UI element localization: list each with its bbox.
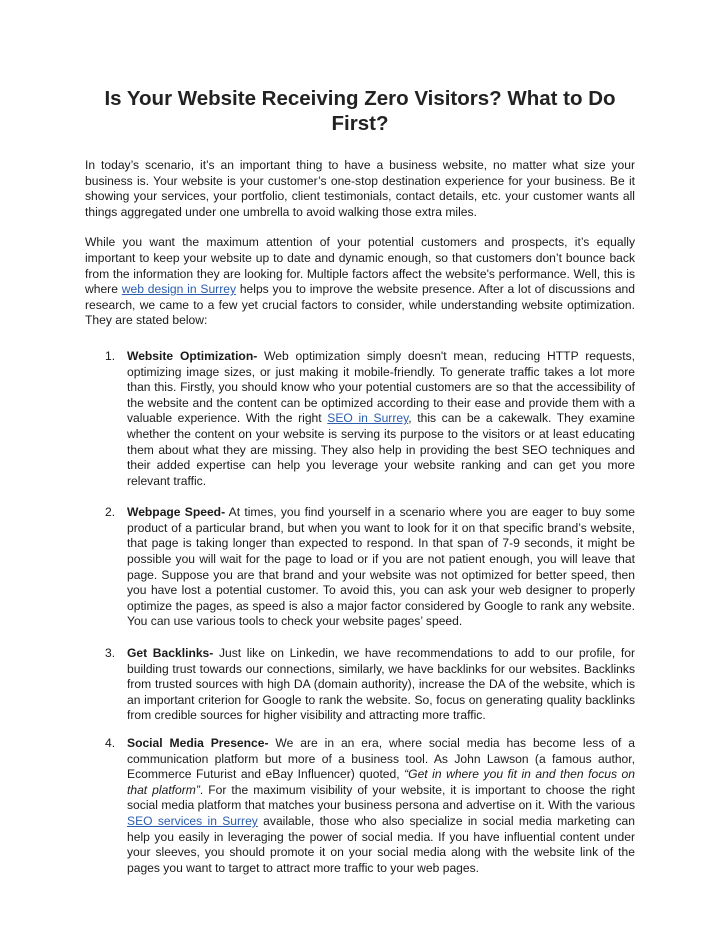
- factor-text: Just like on Linkedin, we have recommendations to add to our profile, for building trust towards our connections, similarly, we have backlinks for our websites. Backlinks from trusted sources with high DA (domain authority), increase the DA of the website, which is an important criterion for Google to rank the website. So, focus on generating quality backlinks from credible sources for higher visibility and attracting more traffic.: [127, 646, 635, 723]
- factor-heading: Get Backlinks-: [127, 646, 214, 661]
- factor-heading: Website Optimization-: [127, 348, 258, 363]
- john-lawson-quote: “Get in where you fit in and then focus on that platform”: [127, 767, 635, 797]
- list-number: 4.: [105, 736, 116, 750]
- factor-item-website-optimization: [85, 349, 635, 489]
- factors-list: [85, 349, 635, 876]
- factor-text: Web optimization simply doesn't mean, reducing HTTP requests, optimizing image sizes, or just making it mobile-friendly. To generate traffic takes a lot more than this. Firstly, you should know who your potential customers are so that the accessibility of the website and the content can be optimized according to their ease and provide them with a valuable experience. With the right: [127, 348, 635, 426]
- intro-paragraph-2: [85, 235, 635, 329]
- list-number: 1.: [105, 348, 116, 363]
- factor-text: We are in an era, where social media has become less of a communication platform but more of a business tool. As John Lawson (a famous author, Ecommerce Futurist and eBay Influencer) quoted,: [127, 736, 635, 782]
- factor-text: , this can be a cakewalk. They examine whether the content on your website is serving its purpose to the visitors or at least educating them about what they are missing. They also help in providing the best SEO techniques and their added expertise can help you leverage your website ranking and can get you more relevant traffic.: [127, 411, 636, 488]
- web-design-surrey-link[interactable]: web design in Surrey: [121, 282, 237, 297]
- factor-heading: Social Media Presence-: [127, 736, 269, 750]
- intro-text-before-link: While you want the maximum attention of your potential customers and prospects, it’s equally important to keep your website up to date and dynamic enough, so that customers don’t bounce back from the information they are looking for. Multiple factors affect the website's performance. Well, this is where: [85, 235, 635, 297]
- document-page: [85, 0, 635, 892]
- intro-paragraph-1: In today’s scenario, it’s an important thing to have a business website, no matter what size your business is. Your website is your customer’s one-stop destination experience for your business. Be it showing your services, your portfolio, client testimonials, contact details, etc. your customer wants all things aggregated under one umbrella to avoid walking those extra miles.: [85, 158, 635, 219]
- page-title: Is Your Website Receiving Zero Visitors? What to Do First?: [104, 87, 616, 135]
- factor-item-social-media-presence: [85, 736, 635, 876]
- seo-in-surrey-link[interactable]: SEO in Surrey: [327, 411, 409, 426]
- factor-item-webpage-speed: [85, 505, 635, 630]
- factor-heading: Webpage Speed-: [127, 505, 226, 520]
- intro-text-after-link: helps you to improve the website presence. After a lot of discussions and research, we came to a few yet crucial factors to consider, while understanding website optimization. They are stated below:: [85, 282, 636, 328]
- factor-text: At times, you find yourself in a scenario where you are eager to buy some product of a particular brand, but when you want to look for it on that specific brand’s website, that page is taking longer than expected to respond. In that span of 7-9 seconds, it might be possible you will wait for the page to load or if you are not patient enough, you will leave that page. Suppose you are that brand and your website was not optimized for better speed, then you have lost a potential customer. To avoid this, you can ask your web designer to properly optimize the pages, as speed is also a major factor considered by Google to rank any website. You can use various tools to check your website pages’ speed.: [127, 505, 635, 629]
- factor-text: available, those who also specialize in social media marketing can help you easily in leveraging the power of social media. If you have influential content under your sleeves, you should promote it on your social media along with the website link of the pages you want to target to attract more traffic to your web pages.: [127, 813, 635, 875]
- factor-item-get-backlinks: [85, 646, 635, 724]
- list-number: 2.: [105, 505, 116, 520]
- factor-text: . For the maximum visibility of your website, it is important to choose the right social media platform that matches your business persona and advertise on it. With the various: [127, 782, 636, 813]
- seo-services-surrey-link[interactable]: SEO services in Surrey: [127, 813, 258, 828]
- list-number: 3.: [105, 646, 116, 661]
